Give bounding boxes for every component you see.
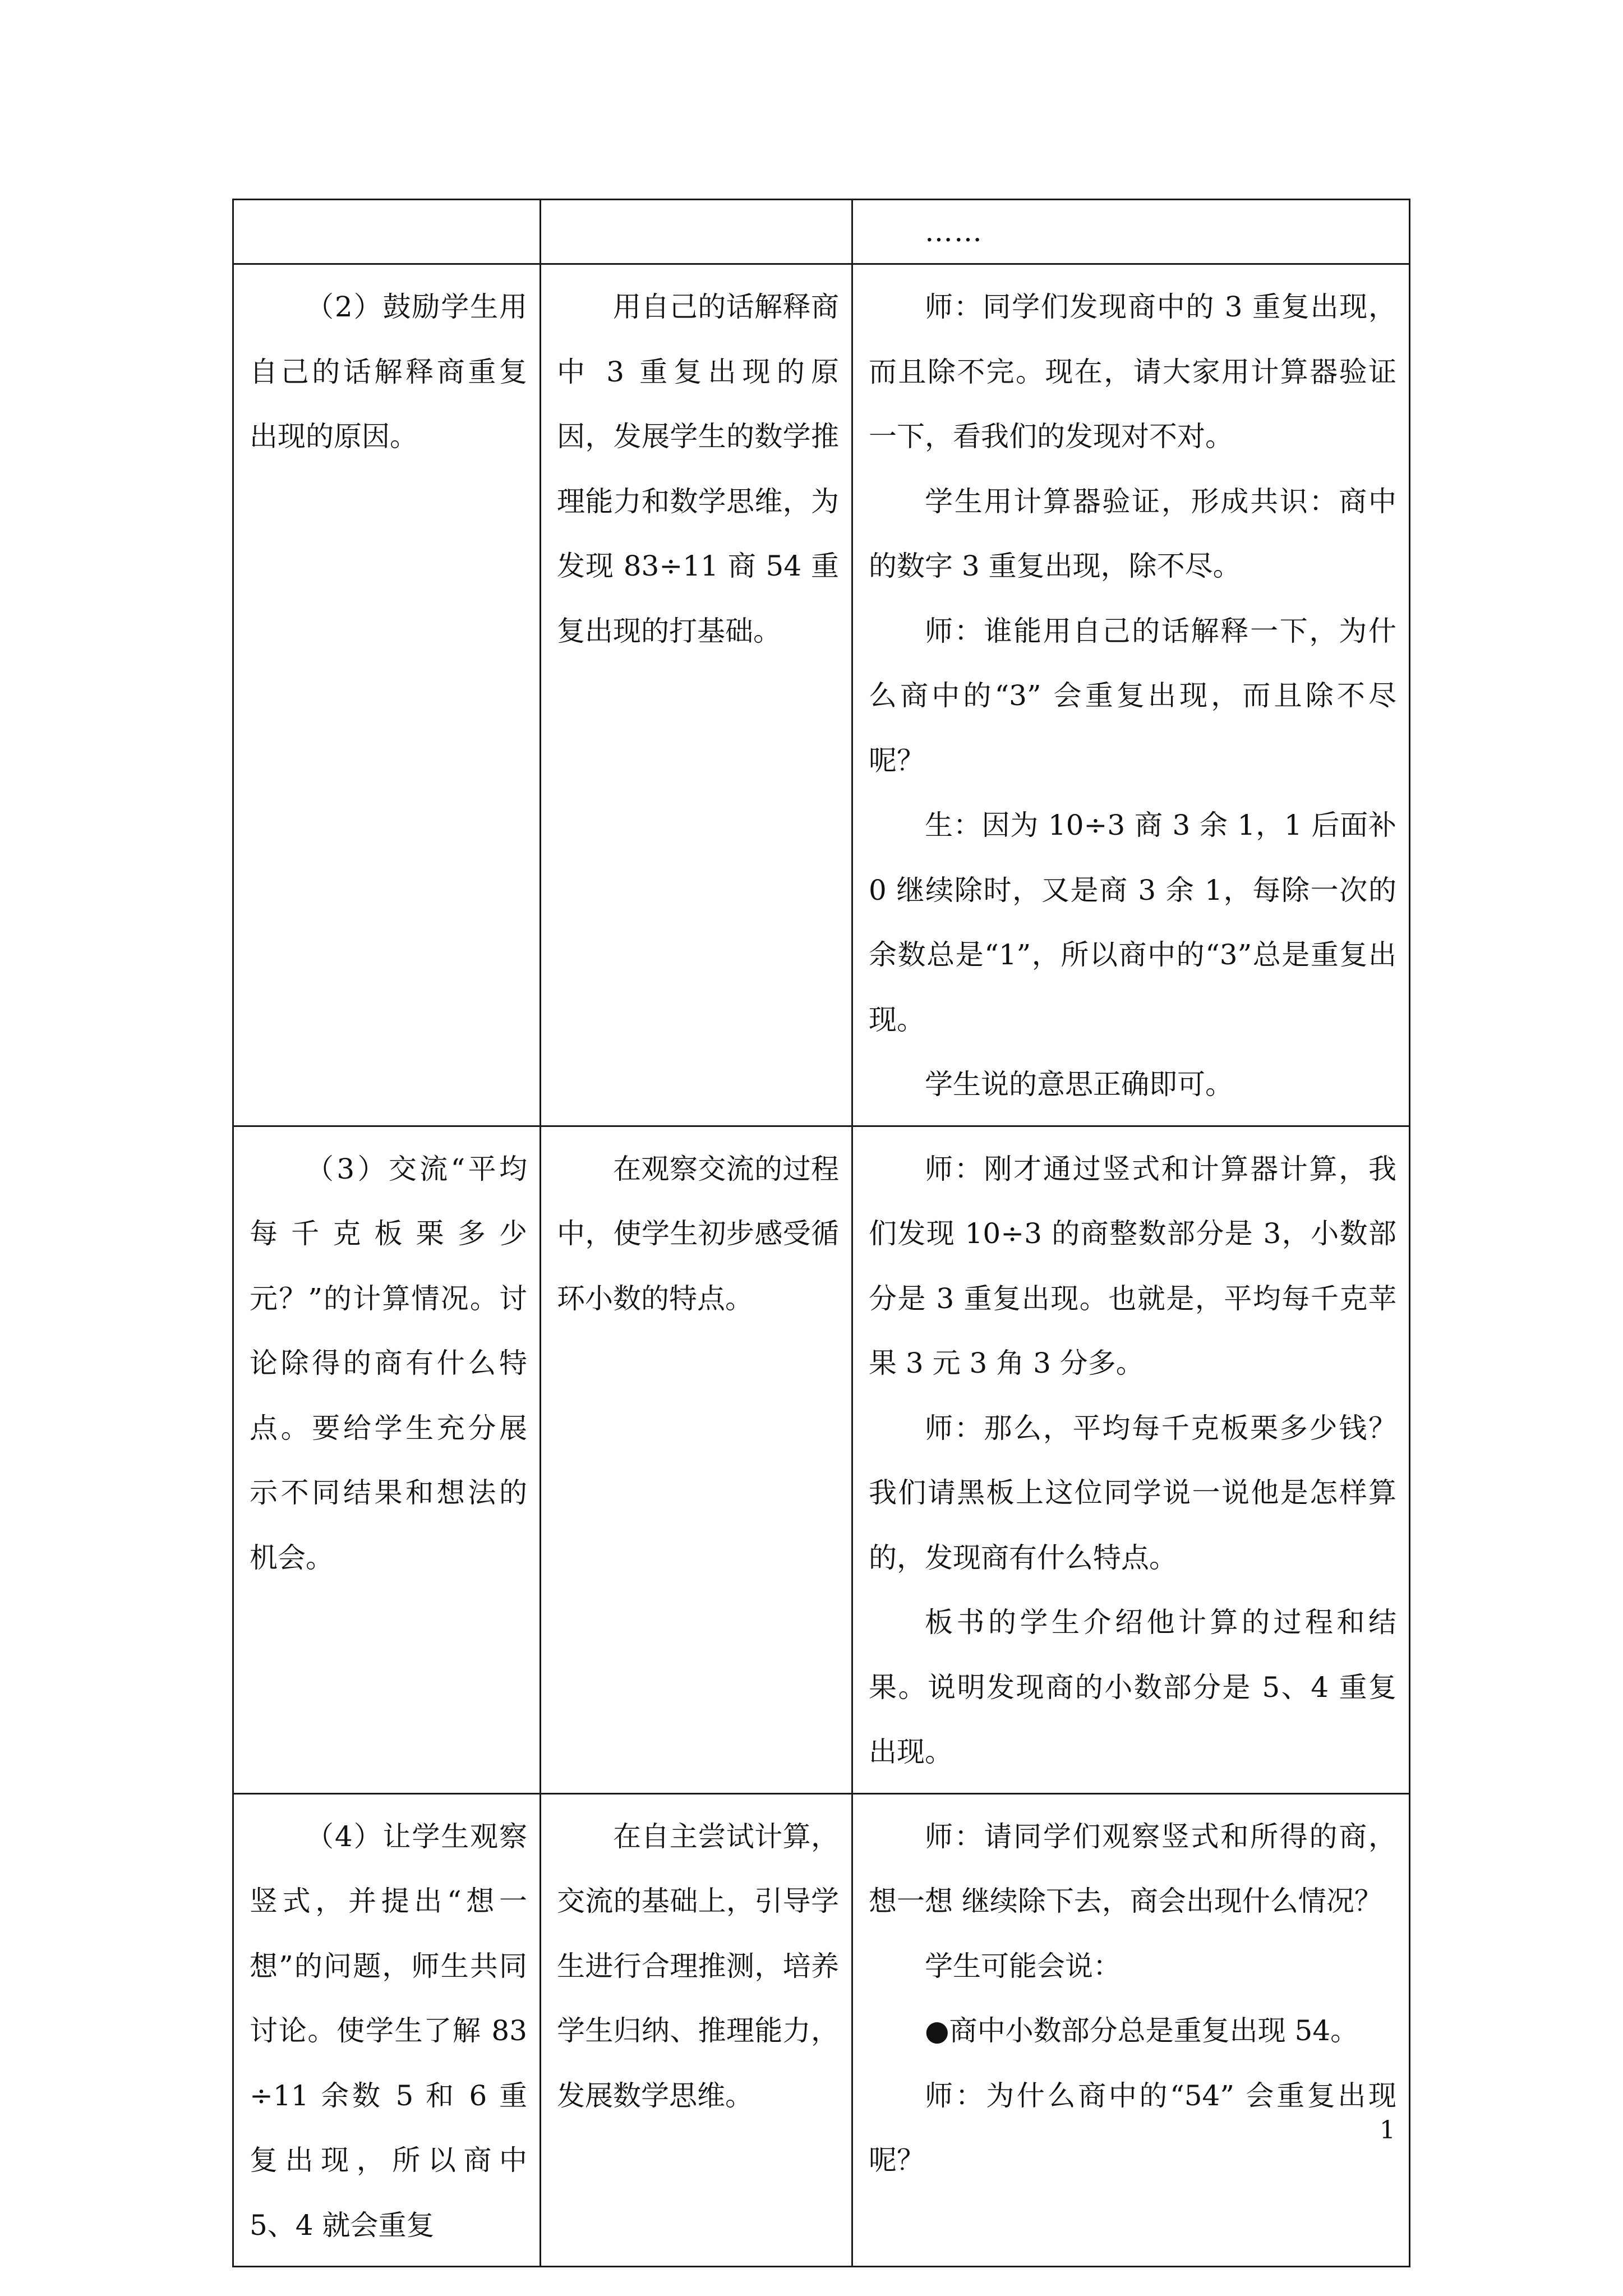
cell-intent [541, 264, 852, 1126]
process-paragraph: 师：刚才通过竖式和计算器计算，我们发现 10÷3 的商整数部分是 3，小数部分是 3 重复出现。也就是，平均每千克苹果 3 元 3 角 3 分多。 [869, 1152, 1396, 1379]
cell-activity [233, 1793, 541, 2267]
process-paragraph: 板书的学生介绍他计算的过程和结果。说明发现商的小数部分是 5、4 重复出现。 [869, 1606, 1396, 1768]
activity-text: （4）让学生观察竖式，并提出“想一想”的问题，师生共同讨论。使学生了解 83÷11 余数 5 和 6 重复出现，所以商中 5、4 就会重复 [250, 1820, 527, 2242]
process-paragraph: 师：同学们发现商中的 3 重复出现，而且除不完。现在，请大家用计算器验证一下，看我们的发现对不对。 [869, 291, 1396, 453]
process-paragraph: 师：谁能用自己的话解释一下，为什么商中的“3” 会重复出现，而且除不尽呢？ [869, 614, 1396, 777]
process-paragraph: 学生用计算器验证，形成共识：商中的数字 3 重复出现，除不尽。 [869, 485, 1396, 582]
intent-text: 在观察交流的过程中，使学生初步感受循环小数的特点。 [557, 1152, 839, 1315]
process-paragraph: 师：请同学们观察竖式和所得的商，想一想 继续除下去，商会出现什么情况？ [869, 1820, 1396, 1917]
lesson-plan-table [232, 199, 1410, 2267]
cell-intent [541, 200, 852, 264]
activity-text: （3）交流“平均每千克板栗多少元？”的计算情况。讨论除得的商有什么特点。要给学生充分展示不同结果和想法的机会。 [250, 1152, 527, 1574]
intent-text: 用自己的话解释商中 3 重复出现的原因，发展学生的数学推理能力和数学思维，为发现 83÷11 商 54 重复出现的打基础。 [557, 291, 839, 647]
process-paragraph: 学生说的意思正确即可。 [925, 1068, 1233, 1101]
cell-intent [541, 1793, 852, 2267]
process-paragraph: ●商中小数部分总是重复出现 54。 [925, 2014, 1359, 2047]
cell-process [852, 1793, 1410, 2267]
cell-activity [233, 1126, 541, 1793]
cell-process [852, 200, 1410, 264]
activity-text: （2）鼓励学生用自己的话解释商重复出现的原因。 [250, 291, 527, 453]
cell-activity [233, 264, 541, 1126]
cell-activity [233, 200, 541, 264]
table-row-step-4 [233, 1793, 1410, 2267]
table-row-step-3 [233, 1126, 1410, 1793]
process-paragraph: 生：因为 10÷3 商 3 余 1，1 后面补 0 继续除时，又是商 3 余 1，每除一次的余数总是“1”，所以商中的“3”总是重复出现。 [869, 809, 1396, 1036]
table-row-continuation [233, 200, 1410, 264]
cell-process [852, 1126, 1410, 1793]
cell-process [852, 264, 1410, 1126]
intent-text: 在自主尝试计算，交流的基础上，引导学生进行合理推测，培养学生归纳、推理能力，发展数学思维。 [557, 1820, 839, 2112]
process-paragraph: 师：为什么商中的“54” 会重复出现呢？ [869, 2079, 1396, 2177]
process-paragraph: 师：那么，平均每千克板栗多少钱？我们请黑板上这位同学说一说他是怎样算的，发现商有什么特点。 [869, 1411, 1396, 1574]
page-number: 1 [1380, 2116, 1395, 2145]
ellipsis-text: …… [925, 215, 983, 248]
process-paragraph: 学生可能会说： [925, 1949, 1121, 1982]
table-row-step-2 [233, 264, 1410, 1126]
cell-intent [541, 1126, 852, 1793]
